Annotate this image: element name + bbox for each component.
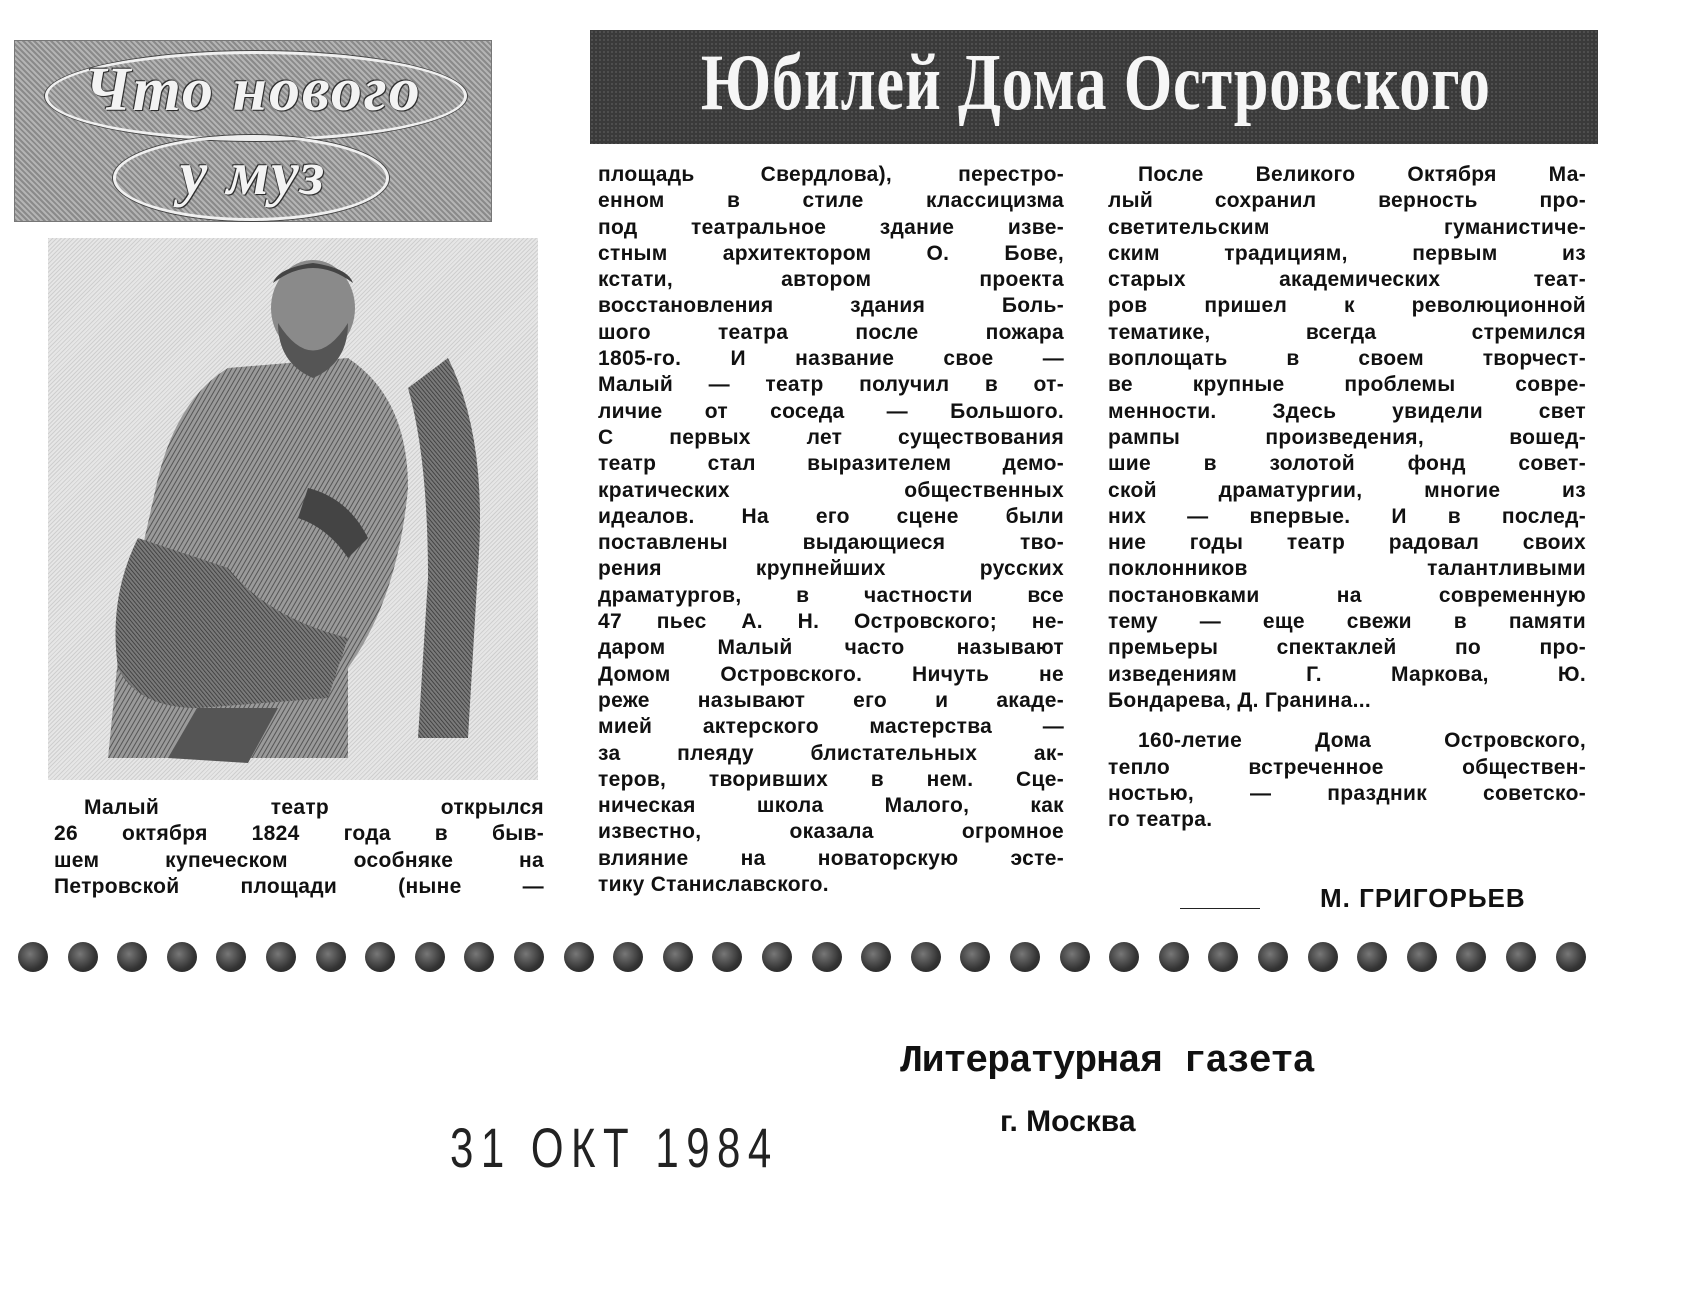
caption-line: шем купеческом особняке на bbox=[54, 848, 544, 872]
text-line: влияние на новаторскую эсте- bbox=[598, 846, 1064, 870]
text-line: драматургов, в частности все bbox=[598, 583, 1064, 607]
text-line: Бондарева, Д. Гранина... bbox=[1108, 688, 1372, 712]
text-line: ве крупные проблемы совре- bbox=[1108, 373, 1586, 397]
divider-dot bbox=[861, 942, 891, 972]
text-line: них — впервые. И в послед- bbox=[1108, 504, 1586, 528]
text-line: мией актерского мастерства — bbox=[598, 715, 1064, 739]
divider-dot bbox=[1506, 942, 1536, 972]
divider-dot bbox=[316, 942, 346, 972]
divider-dot bbox=[613, 942, 643, 972]
text-line: шие в золотой фонд совет- bbox=[1108, 452, 1586, 476]
text-line: поставлены выдающиеся тво- bbox=[598, 531, 1064, 555]
text-line: теров, творивших в нем. Сце- bbox=[598, 767, 1064, 791]
divider-dot bbox=[1556, 942, 1586, 972]
article-column-2 bbox=[598, 162, 1064, 898]
divider-dot bbox=[1159, 942, 1189, 972]
divider-dot bbox=[1109, 942, 1139, 972]
text-line: менности. Здесь увидели свет bbox=[1108, 399, 1586, 423]
divider-dot bbox=[911, 942, 941, 972]
text-line: тему — еще свежи в памяти bbox=[1108, 610, 1586, 634]
caption-line: Петровской площади (ныне — bbox=[54, 874, 544, 898]
text-line: тематике, всегда стремился bbox=[1108, 320, 1586, 344]
text-line: ническая школа Малого, как bbox=[598, 794, 1064, 818]
text-line: личие от соседа — Большого. bbox=[598, 399, 1064, 423]
divider-dot bbox=[1060, 942, 1090, 972]
text-line: После Великого Октября Ма- bbox=[1138, 163, 1586, 186]
divider-dot bbox=[960, 942, 990, 972]
text-line: постановками на современную bbox=[1108, 583, 1586, 607]
text-line: идеалов. На его сцене были bbox=[598, 504, 1064, 528]
divider-dot bbox=[266, 942, 296, 972]
divider-dot bbox=[1456, 942, 1486, 972]
text-line: за плеяду блистательных ак- bbox=[598, 741, 1064, 765]
text-line: даром Малый часто называют bbox=[598, 636, 1064, 660]
text-line: тепло встреченное обществен- bbox=[1108, 755, 1586, 779]
text-line: кстати, автором проекта bbox=[598, 268, 1064, 292]
photo-caption bbox=[54, 795, 544, 900]
divider-dot bbox=[117, 942, 147, 972]
caption-line: 26 октября 1824 года в быв- bbox=[54, 822, 544, 846]
divider-dot bbox=[1357, 942, 1387, 972]
divider-dot bbox=[712, 942, 742, 972]
divider-dot bbox=[216, 942, 246, 972]
divider-dot bbox=[167, 942, 197, 972]
caption-line: Малый театр открылся bbox=[84, 796, 544, 819]
divider-dot bbox=[68, 942, 98, 972]
divider-dot bbox=[1010, 942, 1040, 972]
rule-line bbox=[1180, 908, 1260, 909]
text-line: 1805-го. И название свое — bbox=[598, 347, 1064, 371]
publication-city: г. Москва bbox=[1000, 1105, 1136, 1138]
seated-figure-drawing bbox=[48, 238, 538, 780]
paragraph-1 bbox=[1108, 162, 1586, 714]
text-line: стным архитектором О. Бове, bbox=[598, 241, 1064, 265]
text-line: театр стал выразителем демо- bbox=[598, 452, 1064, 476]
divider-dot bbox=[1208, 942, 1238, 972]
publication-name: Литературная газета bbox=[900, 1040, 1315, 1083]
rubric-box bbox=[14, 40, 492, 222]
text-line: премьеры спектаклей по про- bbox=[1108, 636, 1586, 660]
divider-dot bbox=[1407, 942, 1437, 972]
text-line: ров пришел к революционной bbox=[1108, 294, 1586, 318]
text-line: старых академических теат- bbox=[1108, 268, 1586, 292]
text-line: ской драматургии, многие из bbox=[1108, 478, 1586, 502]
text-line: светительским гуманистиче- bbox=[1108, 215, 1586, 239]
text-line: тику Станиславского. bbox=[598, 873, 829, 897]
text-line: Домом Островского. Ничуть не bbox=[598, 662, 1064, 686]
divider-dot bbox=[564, 942, 594, 972]
article-column-3 bbox=[1108, 162, 1586, 833]
text-line: реже называют его и акаде- bbox=[598, 688, 1064, 712]
headline: Юбилей Дома Островского bbox=[700, 39, 1491, 127]
divider-dot bbox=[18, 942, 48, 972]
text-line: воплощать в своем творчест- bbox=[1108, 347, 1586, 371]
divider-dot bbox=[1258, 942, 1288, 972]
dot-divider-row bbox=[18, 942, 1598, 978]
headline-banner bbox=[590, 30, 1598, 144]
text-line: енном в стиле классицизма bbox=[598, 189, 1064, 213]
author-signature: М. ГРИГОРЬЕВ bbox=[1320, 883, 1526, 913]
text-line: ским традициям, первым из bbox=[1108, 241, 1586, 265]
text-line: Малый — театр получил в от- bbox=[598, 373, 1064, 397]
text-line: известно, оказала огромное bbox=[598, 820, 1064, 844]
text-line: 47 пьес А. Н. Островского; не- bbox=[598, 610, 1064, 634]
portrait-illustration bbox=[48, 238, 538, 780]
divider-dot bbox=[464, 942, 494, 972]
text-line: ние годы театр радовал своих bbox=[1108, 531, 1586, 555]
text-line: рампы произведения, вошед- bbox=[1108, 425, 1586, 449]
text-line: 160-летие Дома Островского, bbox=[1138, 729, 1586, 753]
divider-dot bbox=[1308, 942, 1338, 972]
divider-dot bbox=[514, 942, 544, 972]
text-line: поклонников талантливыми bbox=[1108, 557, 1586, 581]
text-line: изведениям Г. Маркова, Ю. bbox=[1108, 662, 1586, 686]
rubric-line-2: у муз bbox=[179, 140, 327, 208]
text-line: рения крупнейших русских bbox=[598, 557, 1064, 581]
divider-dot bbox=[365, 942, 395, 972]
text-line: лый сохранил верность про- bbox=[1108, 189, 1586, 213]
date-stamp: 31 ОКТ 1984 bbox=[450, 1116, 779, 1179]
text-line: восстановления здания Боль- bbox=[598, 294, 1064, 318]
text-line: площадь Свердлова), перестро- bbox=[598, 163, 1064, 186]
text-line: шого театра после пожара bbox=[598, 320, 1064, 344]
text-line: го театра. bbox=[1108, 808, 1213, 832]
text-line: ностью, — праздник советско- bbox=[1108, 781, 1586, 805]
divider-dot bbox=[762, 942, 792, 972]
divider-dot bbox=[812, 942, 842, 972]
text-line: С первых лет существования bbox=[598, 425, 1064, 449]
text-line: под театральное здание изве- bbox=[598, 215, 1064, 239]
divider-dot bbox=[415, 942, 445, 972]
text-line: кратических общественных bbox=[598, 478, 1064, 502]
divider-dot bbox=[663, 942, 693, 972]
rubric-line-1: Что нового bbox=[84, 56, 422, 124]
paragraph-2 bbox=[1108, 728, 1586, 833]
